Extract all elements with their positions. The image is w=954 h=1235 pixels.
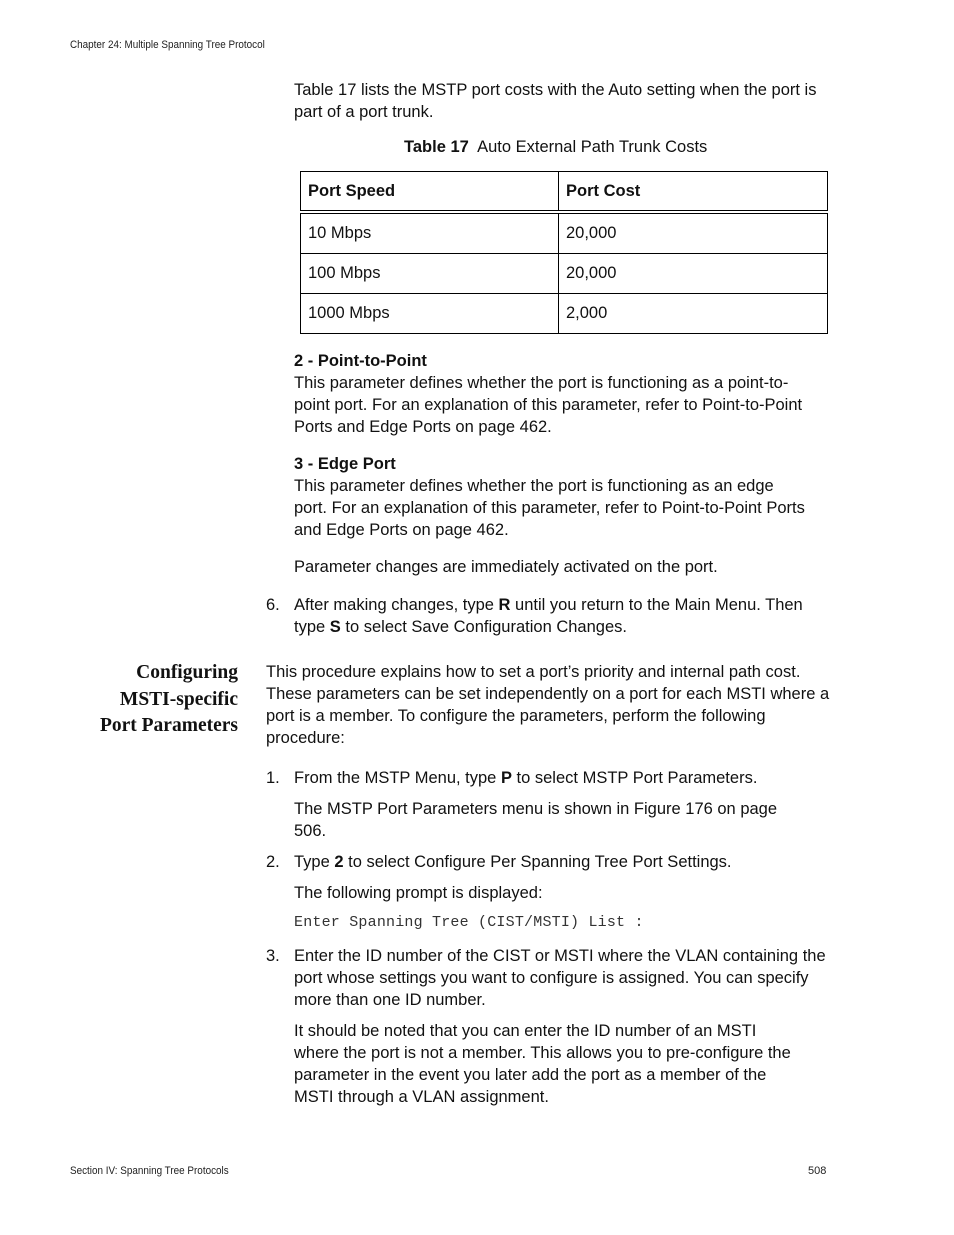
table-cell: 20,000: [559, 212, 828, 254]
step-number: 1.: [266, 769, 280, 787]
step-number: 6.: [266, 596, 280, 614]
section-heading: [70, 660, 238, 740]
table-cell: 1000 Mbps: [301, 294, 559, 334]
table-cell: 2,000: [559, 294, 828, 334]
key-letter: S: [329, 618, 341, 636]
table-cell: 10 Mbps: [301, 212, 559, 254]
step-note: The following prompt is displayed:: [294, 884, 543, 902]
table-row: [301, 254, 828, 294]
step-note: It should be noted that you can enter the ID number of an MSTI where the port is not a member. This allows you to pre-configure the parameter in the event you later add the port as a member of the MSTI through a VLAN assignment.: [294, 1022, 791, 1106]
running-header: Chapter 24: Multiple Spanning Tree Protocol: [70, 39, 265, 51]
param-description: This parameter defines whether the port is functioning as an edge port. For an explanation of this parameter, refer to Point-to-Point Ports and Edge Ports on page 462.: [294, 477, 805, 539]
param-title: 3 - Edge Port: [294, 455, 396, 473]
section-heading-line: Port Parameters: [99, 715, 238, 736]
table-cell: 100 Mbps: [301, 254, 559, 294]
param-description: This parameter defines whether the port is functioning as a point-to-point port. For an explanation of this parameter, refer to Point-to-Point Ports and Edge Ports on page 462.: [294, 374, 803, 436]
table-caption-text: Auto External Path Trunk Costs: [477, 138, 708, 156]
section-heading-line: Configuring: [136, 662, 238, 683]
step-text-part: to select Configure Per Spanning Tree Port Settings.: [343, 853, 732, 871]
table-cell: 20,000: [559, 254, 828, 294]
trunk-costs-table: [300, 171, 828, 334]
step-text-part: until you return to the Main Menu. Then type: [294, 596, 803, 636]
step-text-part: to select MSTP Port Parameters.: [511, 769, 758, 787]
key-letter: 2: [334, 853, 344, 871]
column-header: Port Speed: [301, 172, 559, 213]
table-row: [301, 294, 828, 334]
step-number: 2.: [266, 853, 280, 871]
key-letter: P: [500, 769, 512, 787]
key-letter: R: [498, 596, 511, 614]
section-intro: This procedure explains how to set a port’s priority and internal path cost. These parameters can be set independently on a port for each MSTI where a port is a member. To configure the parameters, perform the following procedure:: [266, 663, 830, 747]
step-note: The MSTP Port Parameters menu is shown in Figure 176 on page 506.: [294, 800, 778, 840]
step-text: [294, 851, 834, 873]
section-heading-line: MSTI-specific: [119, 688, 238, 710]
page-number: 508: [808, 1165, 827, 1177]
param-title: 2 - Point-to-Point: [294, 352, 427, 370]
activation-note: Parameter changes are immediately activated on the port.: [294, 558, 718, 576]
step-text-part: to select Save Configuration Changes.: [340, 618, 627, 636]
step-text: [294, 594, 830, 638]
step-text-part: Type: [294, 853, 335, 871]
step-number: 3.: [266, 947, 280, 965]
step-text-part: After making changes, type: [294, 596, 499, 614]
running-footer: Section IV: Spanning Tree Protocols: [70, 1165, 229, 1177]
step-text: Enter the ID number of the CIST or MSTI where the VLAN containing the port whose settings you want to configure is assigned. You can specify more than one ID number.: [294, 947, 826, 1009]
table-header-row: [301, 172, 828, 213]
intro-paragraph: Table 17 lists the MSTP port costs with the Auto setting when the port is part of a port trunk.: [294, 81, 817, 121]
column-header: Port Cost: [559, 172, 828, 213]
step-text: [294, 767, 834, 789]
step-text-part: From the MSTP Menu, type: [294, 769, 501, 787]
table-caption: [404, 138, 707, 157]
console-prompt: Enter Spanning Tree (CIST/MSTI) List :: [294, 914, 644, 931]
table-caption-label: Table 17: [404, 138, 469, 156]
table-row: [301, 212, 828, 254]
